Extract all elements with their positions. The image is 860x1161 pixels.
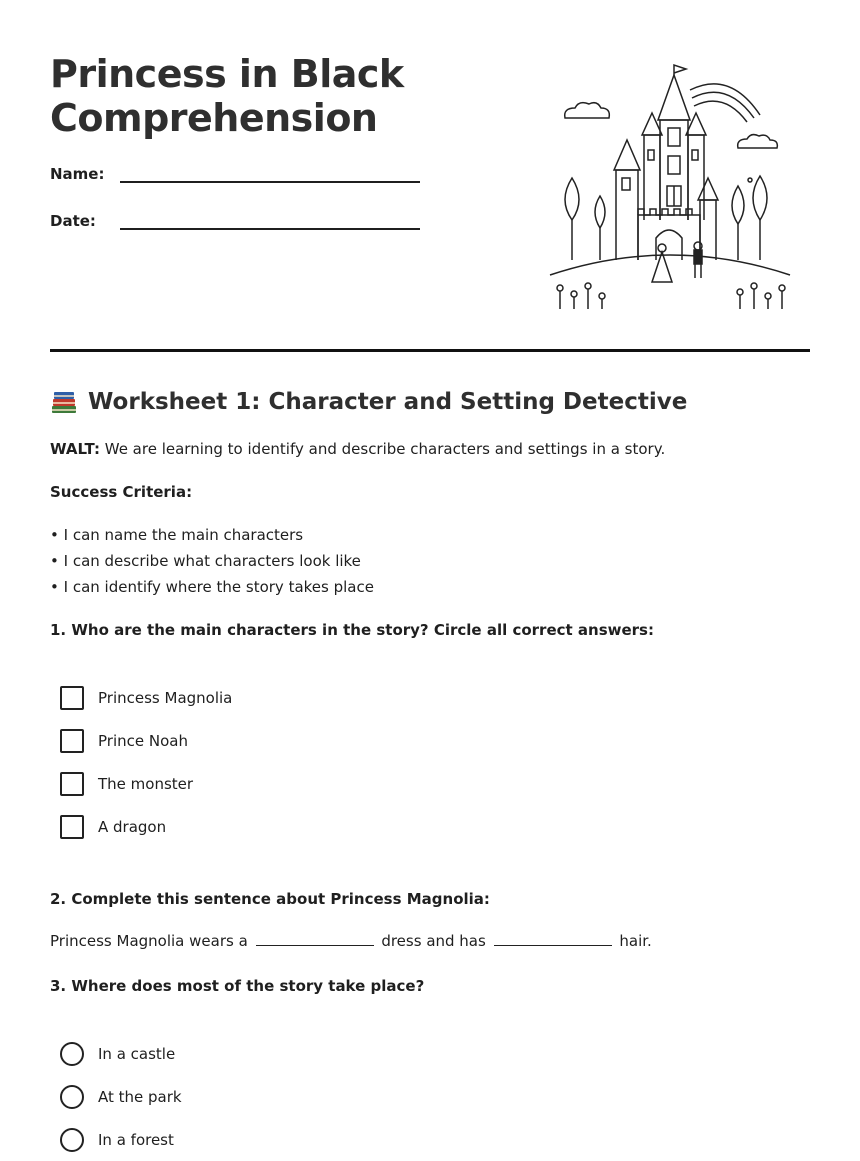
checkbox[interactable] <box>60 729 84 753</box>
option-prince-noah[interactable] <box>60 719 232 762</box>
name-input-line[interactable] <box>120 167 420 183</box>
option-at-the-park[interactable] <box>60 1075 182 1118</box>
title-line-2: Comprehension <box>50 96 378 140</box>
option-in-a-castle[interactable] <box>60 1032 182 1075</box>
option-label: Princess Magnolia <box>98 688 233 707</box>
option-label: The monster <box>98 774 194 793</box>
question-1-options <box>60 676 232 848</box>
option-label: At the park <box>98 1087 182 1106</box>
list-item: • I can describe what characters look like <box>50 550 374 576</box>
name-label: Name: <box>50 165 105 183</box>
sentence-part-3: hair. <box>619 932 652 950</box>
success-criteria-list <box>50 524 374 602</box>
sentence-part-2: dress and has <box>381 932 486 950</box>
option-in-a-forest[interactable] <box>60 1118 182 1161</box>
option-label: In a castle <box>98 1044 176 1063</box>
worksheet-title-text: Worksheet 1: Character and Setting Detective <box>88 389 688 415</box>
option-label: In a forest <box>98 1130 174 1149</box>
option-a-dragon[interactable] <box>60 805 232 848</box>
walt-text: We are learning to identify and describe characters and settings in a story. <box>99 440 666 458</box>
title-line-1: Princess in Black <box>50 52 404 96</box>
question-2: 2. Complete this sentence about Princess Magnolia: <box>50 890 490 908</box>
date-field[interactable] <box>50 212 420 230</box>
sentence-part-1: Princess Magnolia wears a <box>50 932 248 950</box>
worksheet-title <box>50 388 687 416</box>
castle-illustration <box>540 60 800 320</box>
date-label: Date: <box>50 212 96 230</box>
list-item: • I can name the main characters <box>50 524 374 550</box>
question-1: 1. Who are the main characters in the story? Circle all correct answers: <box>50 621 654 639</box>
page-title <box>50 52 470 140</box>
section-divider <box>50 349 810 352</box>
checkbox[interactable] <box>60 815 84 839</box>
radio-button[interactable] <box>60 1128 84 1152</box>
question-2-sentence <box>50 932 652 950</box>
date-input-line[interactable] <box>120 214 420 230</box>
list-item: • I can identify where the story takes place <box>50 576 374 602</box>
books-icon <box>50 388 78 416</box>
walt-statement <box>50 440 665 458</box>
option-label: A dragon <box>98 817 167 836</box>
option-the-monster[interactable] <box>60 762 232 805</box>
checkbox[interactable] <box>60 686 84 710</box>
success-criteria-label: Success Criteria: <box>50 483 193 501</box>
option-princess-magnolia[interactable] <box>60 676 232 719</box>
option-label: Prince Noah <box>98 731 188 750</box>
checkbox[interactable] <box>60 772 84 796</box>
name-field[interactable] <box>50 165 420 183</box>
radio-button[interactable] <box>60 1042 84 1066</box>
walt-label: WALT: <box>50 440 100 458</box>
hair-blank[interactable] <box>494 932 612 946</box>
dress-blank[interactable] <box>256 932 374 946</box>
question-3: 3. Where does most of the story take place? <box>50 977 425 995</box>
question-3-options <box>60 1032 182 1161</box>
radio-button[interactable] <box>60 1085 84 1109</box>
